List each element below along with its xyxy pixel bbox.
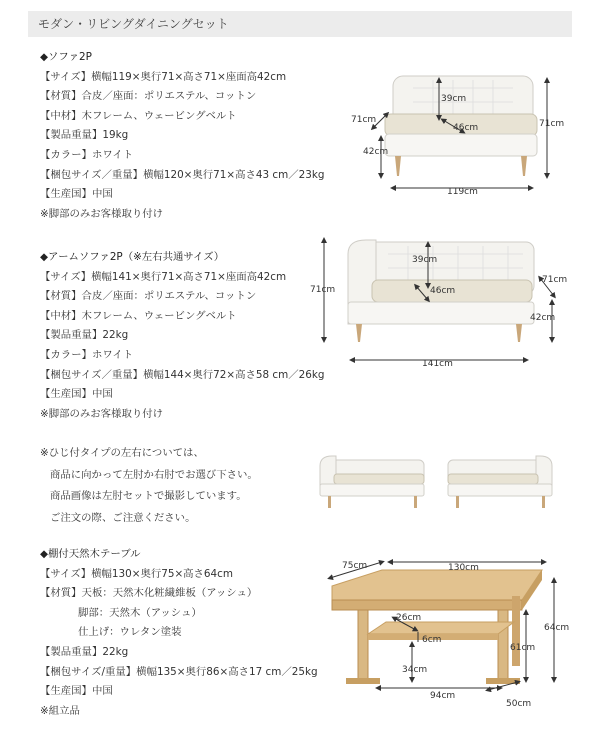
table-illustration xyxy=(322,556,572,716)
dim-height: 71cm xyxy=(310,285,336,295)
dim-back: 39cm xyxy=(441,94,467,104)
spec-line: ※脚部のみお客様取り付け xyxy=(40,407,164,420)
spec-line: 【生産国】中国 xyxy=(40,188,113,201)
table-title: ◆棚付天然木テーブル xyxy=(40,548,141,560)
sofa2p-specs xyxy=(40,48,324,224)
armsofa-title: ◆アームソファ2P（※左右共通サイズ） xyxy=(40,251,225,263)
spec-line: 【中材】木フレーム、ウェービングベルト xyxy=(40,109,237,122)
left-arm-sofa-image xyxy=(320,456,424,508)
section-title: モダン・リビングダイニングセット xyxy=(38,17,229,31)
armsofa-illustration xyxy=(308,232,568,372)
spec-line: 【生産国】中国 xyxy=(40,388,113,401)
dim-seat-height: 42cm xyxy=(363,147,389,157)
dim-width: 141cm xyxy=(422,359,453,369)
dim-inner-width: 94cm xyxy=(430,691,456,701)
sofa2p-illustration xyxy=(351,58,575,208)
spec-line: 【梱包サイズ/重量】横幅135×奥行86×高さ17 cm／25kg xyxy=(40,665,318,678)
note-line: ※ひじ付タイプの左右については、 xyxy=(40,447,204,459)
dim-seat-height: 42cm xyxy=(530,313,556,323)
spec-line: 【サイズ】横幅141×奥行71×高さ71×座面高42cm xyxy=(40,270,287,283)
armsofa-specs xyxy=(40,248,324,424)
armrest-note xyxy=(40,443,258,529)
spec-line: 【カラー】ホワイト xyxy=(40,348,134,361)
right-arm-sofa-image xyxy=(448,456,552,508)
dim-leg-depth: 50cm xyxy=(506,699,532,709)
dim-shelf-thickness: 6cm xyxy=(422,635,442,645)
sofa2p-title: ◆ソファ2P xyxy=(40,51,92,63)
dim-shelf-depth: 26cm xyxy=(396,613,422,623)
spec-line: 【梱包サイズ／重量】横幅144×奥行72×高さ58 cm／26kg xyxy=(40,368,325,381)
spec-line: 【材質】合皮／座面：ポリエステル、コットン xyxy=(40,290,257,303)
dim-height: 64cm xyxy=(544,623,570,633)
table-specs xyxy=(40,545,318,721)
arm-sofa-variants xyxy=(318,452,558,514)
spec-line: 【生産国】中国 xyxy=(40,685,113,698)
spec-line: 【カラー】ホワイト xyxy=(40,148,134,161)
note-line: 商品に向かって左肘か右肘でお選び下さい。 xyxy=(50,468,258,481)
spec-line: 【中材】木フレーム、ウェービングベルト xyxy=(40,309,237,322)
dim-back: 39cm xyxy=(412,255,438,265)
dim-seat: 46cm xyxy=(453,123,479,133)
dim-width: 119cm xyxy=(447,187,478,197)
spec-line: 【製品重量】22kg xyxy=(40,329,129,342)
spec-line: 【梱包サイズ／重量】横幅120×奥行71×高さ43 cm／23kg xyxy=(40,168,325,181)
dim-under-shelf: 34cm xyxy=(402,665,428,675)
dim-inner-height: 61cm xyxy=(510,643,536,653)
spec-line: ※脚部のみお客様取り付け xyxy=(40,207,164,220)
note-line: ご注文の際、ご注意ください。 xyxy=(50,511,196,524)
dim-seat: 46cm xyxy=(430,286,456,296)
spec-line: 【サイズ】横幅130×奥行75×高さ64cm xyxy=(40,567,233,580)
spec-line: 【製品重量】22kg xyxy=(40,645,129,658)
spec-line: 【サイズ】横幅119×奥行71×高さ71×座面高42cm xyxy=(40,70,287,83)
spec-line: 【材質】合皮／座面：ポリエステル、コットン xyxy=(40,90,257,103)
spec-line: 【製品重量】19kg xyxy=(40,129,129,142)
spec-line: 【材質】天板：天然木化粧繊維板（アッシュ） xyxy=(40,587,258,600)
dim-depth: 71cm xyxy=(351,115,377,125)
dim-height: 71cm xyxy=(539,119,565,129)
note-line: 商品画像は左肘セットで撮影しています。 xyxy=(50,490,247,502)
dim-depth: 71cm xyxy=(542,275,568,285)
dim-depth: 75cm xyxy=(342,561,368,571)
spec-line: 脚部：天然木（アッシュ） xyxy=(78,606,202,619)
section-header xyxy=(28,11,572,37)
spec-line: ※組立品 xyxy=(40,704,80,717)
dim-width: 130cm xyxy=(448,563,479,573)
spec-line: 仕上げ：ウレタン塗装 xyxy=(78,626,182,639)
